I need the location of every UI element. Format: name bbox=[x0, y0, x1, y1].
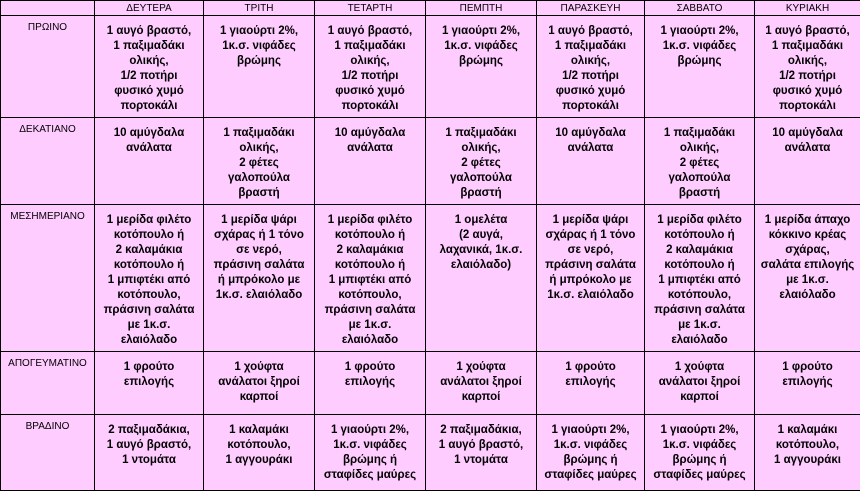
meal-label: ΠΡΩΙΝΟ bbox=[1, 16, 95, 118]
meal-cell: 1 αυγό βραστό, 1 παξιμαδάκι ολικής, 1/2 ποτήρι φυσικό χυμό πορτοκάλι bbox=[537, 16, 645, 118]
meal-cell: 1 γιαούρτι 2%, 1κ.σ. νιφάδες βρώμης bbox=[645, 16, 755, 118]
meal-cell: 1 μερίδα ψάρι σχάρας ή 1 τόνο σε νερό, πράσινη σαλάτα ή μπρόκολο με 1κ.σ. ελαιόλαδο bbox=[537, 205, 645, 352]
meal-cell: 1 παξιμαδάκι ολικής, 2 φέτες γαλοπούλα βραστή bbox=[426, 118, 537, 205]
table-row bbox=[1, 16, 860, 118]
day-header: ΤΡΙΤΗ bbox=[204, 1, 315, 16]
meal-cell: 1 καλαμάκι κοτόπουλο, 1 αγγουράκι bbox=[204, 415, 315, 491]
meal-cell: 1 μερίδα φιλέτο κοτόπουλο ή 2 καλαμάκια κοτόπουλο ή 1 μπιφτέκι από κοτόπουλο, πράσινη σαλάτα με 1κ.σ. ελαιόλαδο bbox=[315, 205, 426, 352]
meal-cell: 1 αυγό βραστό, 1 παξιμαδάκι ολικής, 1/2 ποτήρι φυσικό χυμό πορτοκάλι bbox=[95, 16, 204, 118]
header-row bbox=[1, 1, 860, 16]
meal-cell: 1 καλαμάκι κοτόπουλο, 1 αγγουράκι bbox=[755, 415, 860, 491]
meal-cell: 10 αμύγδαλα ανάλατα bbox=[95, 118, 204, 205]
meal-cell: 1 μερίδα φιλέτο κοτόπουλο ή 2 καλαμάκια κοτόπουλο ή 1 μπιφτέκι από κοτόπουλο, πράσινη σαλάτα με 1κ.σ. ελαιόλαδο bbox=[95, 205, 204, 352]
meal-label: ΑΠΟΓΕΥΜΑΤΙΝΟ bbox=[1, 352, 95, 415]
day-header: ΠΑΡΑΣΚΕΥΗ bbox=[537, 1, 645, 16]
meal-label: ΜΕΣΗΜΕΡΙΑΝΟ bbox=[1, 205, 95, 352]
day-header: ΔΕΥΤΕΡΑ bbox=[95, 1, 204, 16]
meal-cell: 1 γιαούρτι 2%, 1κ.σ. νιφάδες βρώμης bbox=[426, 16, 537, 118]
meal-cell: 1 φρούτο επιλογής bbox=[537, 352, 645, 415]
table-row bbox=[1, 118, 860, 205]
meal-cell: 1 ομελέτα (2 αυγά, λαχανικά, 1κ.σ. ελαιόλαδο) bbox=[426, 205, 537, 352]
meal-cell: 10 αμύγδαλα ανάλατα bbox=[755, 118, 860, 205]
table-row bbox=[1, 415, 860, 491]
meal-cell: 1 γιαούρτι 2%, 1κ.σ. νιφάδες βρώμης bbox=[204, 16, 315, 118]
meal-cell: 1 φρούτο επιλογής bbox=[755, 352, 860, 415]
meal-cell: 1 μερίδα άπαχο κόκκινο κρέας σχάρας, σαλάτα επιλογής με 1κ.σ. ελαιόλαδο bbox=[755, 205, 860, 352]
meal-cell: 1 γιαούρτι 2%, 1κ.σ. νιφάδες βρώμης ή σταφίδες μαύρες bbox=[315, 415, 426, 491]
meal-cell: 1 αυγό βραστό, 1 παξιμαδάκι ολικής, 1/2 ποτήρι φυσικό χυμό πορτοκάλι bbox=[315, 16, 426, 118]
day-header: ΤΕΤΑΡΤΗ bbox=[315, 1, 426, 16]
meal-cell: 1 μερίδα φιλέτο κοτόπουλο ή 2 καλαμάκια κοτόπουλο ή 1 μπιφτέκι από κοτόπουλο, πράσινη σαλάτα με 1κ.σ. ελαιόλαδο bbox=[645, 205, 755, 352]
meal-cell: 1 φρούτο επιλογής bbox=[315, 352, 426, 415]
meal-cell: 1 μερίδα ψάρι σχάρας ή 1 τόνο σε νερό, πράσινη σαλάτα ή μπρόκολο με 1κ.σ. ελαιόλαδο bbox=[204, 205, 315, 352]
table-row bbox=[1, 352, 860, 415]
day-header: ΣΑΒΒΑΤΟ bbox=[645, 1, 755, 16]
meal-cell: 1 αυγό βραστό, 1 παξιμαδάκι ολικής, 1/2 ποτήρι φυσικό χυμό πορτοκάλι bbox=[755, 16, 860, 118]
meal-cell: 1 παξιμαδάκι ολικής, 2 φέτες γαλοπούλα βραστή bbox=[204, 118, 315, 205]
corner-cell bbox=[1, 1, 95, 16]
meal-cell: 10 αμύγδαλα ανάλατα bbox=[537, 118, 645, 205]
meal-cell: 1 γιαούρτι 2%, 1κ.σ. νιφάδες βρώμης ή σταφίδες μαύρες bbox=[537, 415, 645, 491]
meal-cell: 1 φρούτο επιλογής bbox=[95, 352, 204, 415]
meal-cell: 1 χούφτα ανάλατοι ξηροί καρποί bbox=[204, 352, 315, 415]
day-header: ΚΥΡΙΑΚΗ bbox=[755, 1, 860, 16]
meal-cell: 1 παξιμαδάκι ολικής, 2 φέτες γαλοπούλα βραστή bbox=[645, 118, 755, 205]
table-row bbox=[1, 205, 860, 352]
day-header: ΠΕΜΠΤΗ bbox=[426, 1, 537, 16]
meal-cell: 2 παξιμαδάκια, 1 αυγό βραστό, 1 ντομάτα bbox=[95, 415, 204, 491]
meal-cell: 1 γιαούρτι 2%, 1κ.σ. νιφάδες βρώμης ή σταφίδες μαύρες bbox=[645, 415, 755, 491]
meal-label: ΒΡΑΔΙΝΟ bbox=[1, 415, 95, 491]
meal-cell: 1 χούφτα ανάλατοι ξηροί καρποί bbox=[645, 352, 755, 415]
meal-cell: 1 χούφτα ανάλατοι ξηροί καρποί bbox=[426, 352, 537, 415]
meal-cell: 10 αμύγδαλα ανάλατα bbox=[315, 118, 426, 205]
meal-cell: 2 παξιμαδάκια, 1 αυγό βραστό, 1 ντομάτα bbox=[426, 415, 537, 491]
meal-label: ΔΕΚΑΤΙΑΝΟ bbox=[1, 118, 95, 205]
